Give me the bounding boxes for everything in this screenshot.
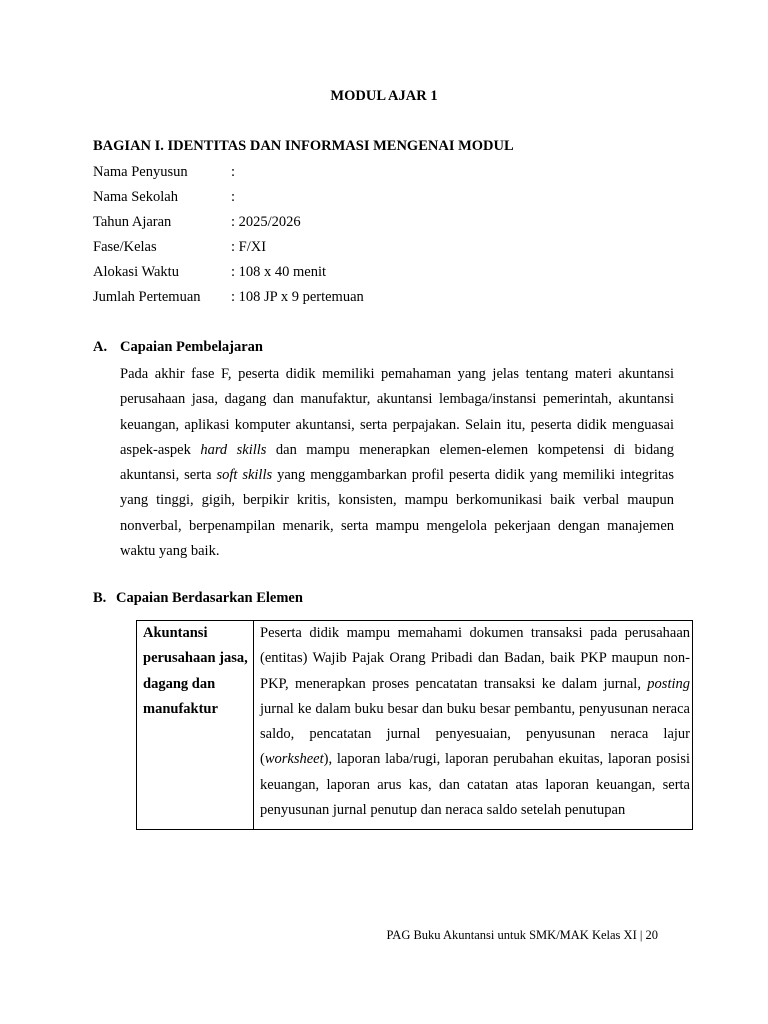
identity-label: Nama Sekolah: [93, 189, 178, 205]
identity-label: Tahun Ajaran: [93, 214, 172, 230]
identity-row-nama-penyusun: [93, 162, 364, 187]
paragraph-text: dan mampu menerapkan elemen-elemen kompetensi di bidang akuntansi, serta: [120, 441, 675, 484]
identity-value: : F/XI: [231, 239, 267, 255]
identity-value: : 2025/2026: [231, 214, 301, 230]
description-text: jurnal ke dalam buku besar dan buku besar pembantu, penyusunan neraca saldo, pencatatan jurnal penyesuaian, penyusunan neraca lajur (: [260, 700, 690, 768]
identity-label: Nama Penyusun: [93, 164, 188, 180]
page-title: MODUL AJAR 1: [330, 88, 438, 104]
description-italic-term: posting: [647, 675, 690, 692]
identity-label: Fase/Kelas: [93, 239, 157, 255]
identity-row-nama-sekolah: [93, 187, 364, 212]
table-row: [137, 621, 693, 830]
element-table: [136, 620, 693, 830]
paragraph-text: yang menggambarkan profil peserta didik yang memiliki integritas yang tinggi, gigih, berpikir kritis, konsisten, mampu berkomunikasi baik verbal maupun nonverbal, berpenampilan menarik, serta mampu mengelola pekerjaan dengan manajemen waktu yang baik.: [120, 467, 674, 560]
description-italic-term: worksheet: [264, 751, 324, 768]
section-a-title: Capaian Pembelajaran: [120, 339, 263, 355]
element-name-cell: Akuntansi perusahaan jasa, dagang dan manufaktur: [137, 621, 254, 830]
identity-row-alokasi-waktu: [93, 262, 364, 287]
identity-value: : 108 x 40 menit: [231, 264, 327, 280]
identity-list: [93, 162, 364, 312]
identity-label: Jumlah Pertemuan: [93, 289, 201, 305]
element-description-cell: [254, 621, 693, 830]
identity-value: :: [231, 164, 236, 180]
page-footer: PAG Buku Akuntansi untuk SMK/MAK Kelas XI | 20: [386, 928, 658, 942]
description-text: ), laporan laba/rugi, laporan perubahan ekuitas, laporan posisi keuangan, laporan arus kas, dan catatan atas laporan keuangan, serta penyusunan jurnal penutup dan neraca saldo setelah penutupan: [260, 751, 690, 819]
paragraph-italic-term: hard skills: [200, 441, 267, 458]
identity-row-tahun-ajaran: [93, 212, 364, 237]
capaian-pembelajaran-paragraph: [120, 362, 674, 564]
section-b-heading: [93, 590, 303, 607]
section-b-title: Capaian Berdasarkan Elemen: [116, 590, 303, 606]
section-a-number: A.: [93, 339, 108, 355]
section-a-heading: [93, 339, 263, 356]
identity-label: Alokasi Waktu: [93, 264, 179, 280]
identity-row-fase-kelas: [93, 237, 364, 262]
identity-row-jumlah-pertemuan: [93, 287, 364, 312]
identity-value: : 108 JP x 9 pertemuan: [231, 289, 364, 305]
description-text: Peserta didik mampu memahami dokumen transaksi pada perusahaan (entitas) Wajib Pajak Orang Pribadi dan Badan, baik PKP maupun non-PKP, menerapkan proses pencatatan transaksi ke dalam jurnal,: [260, 625, 690, 692]
identity-value: :: [231, 189, 236, 205]
section-1-heading: BAGIAN I. IDENTITAS DAN INFORMASI MENGENAI MODUL: [93, 138, 514, 154]
paragraph-italic-term: soft skills: [216, 467, 273, 484]
section-b-number: B.: [93, 590, 107, 606]
paragraph-text: Pada akhir fase F, peserta didik memiliki pemahaman yang jelas tentang materi akuntansi perusahaan jasa, dagang dan manufaktur, akuntansi lembaga/instansi pemerintah, akuntansi keuangan, aplikasi komputer akuntansi, serta perpajakan. Selain itu, peserta didik menguasai aspek-aspek: [120, 366, 674, 458]
